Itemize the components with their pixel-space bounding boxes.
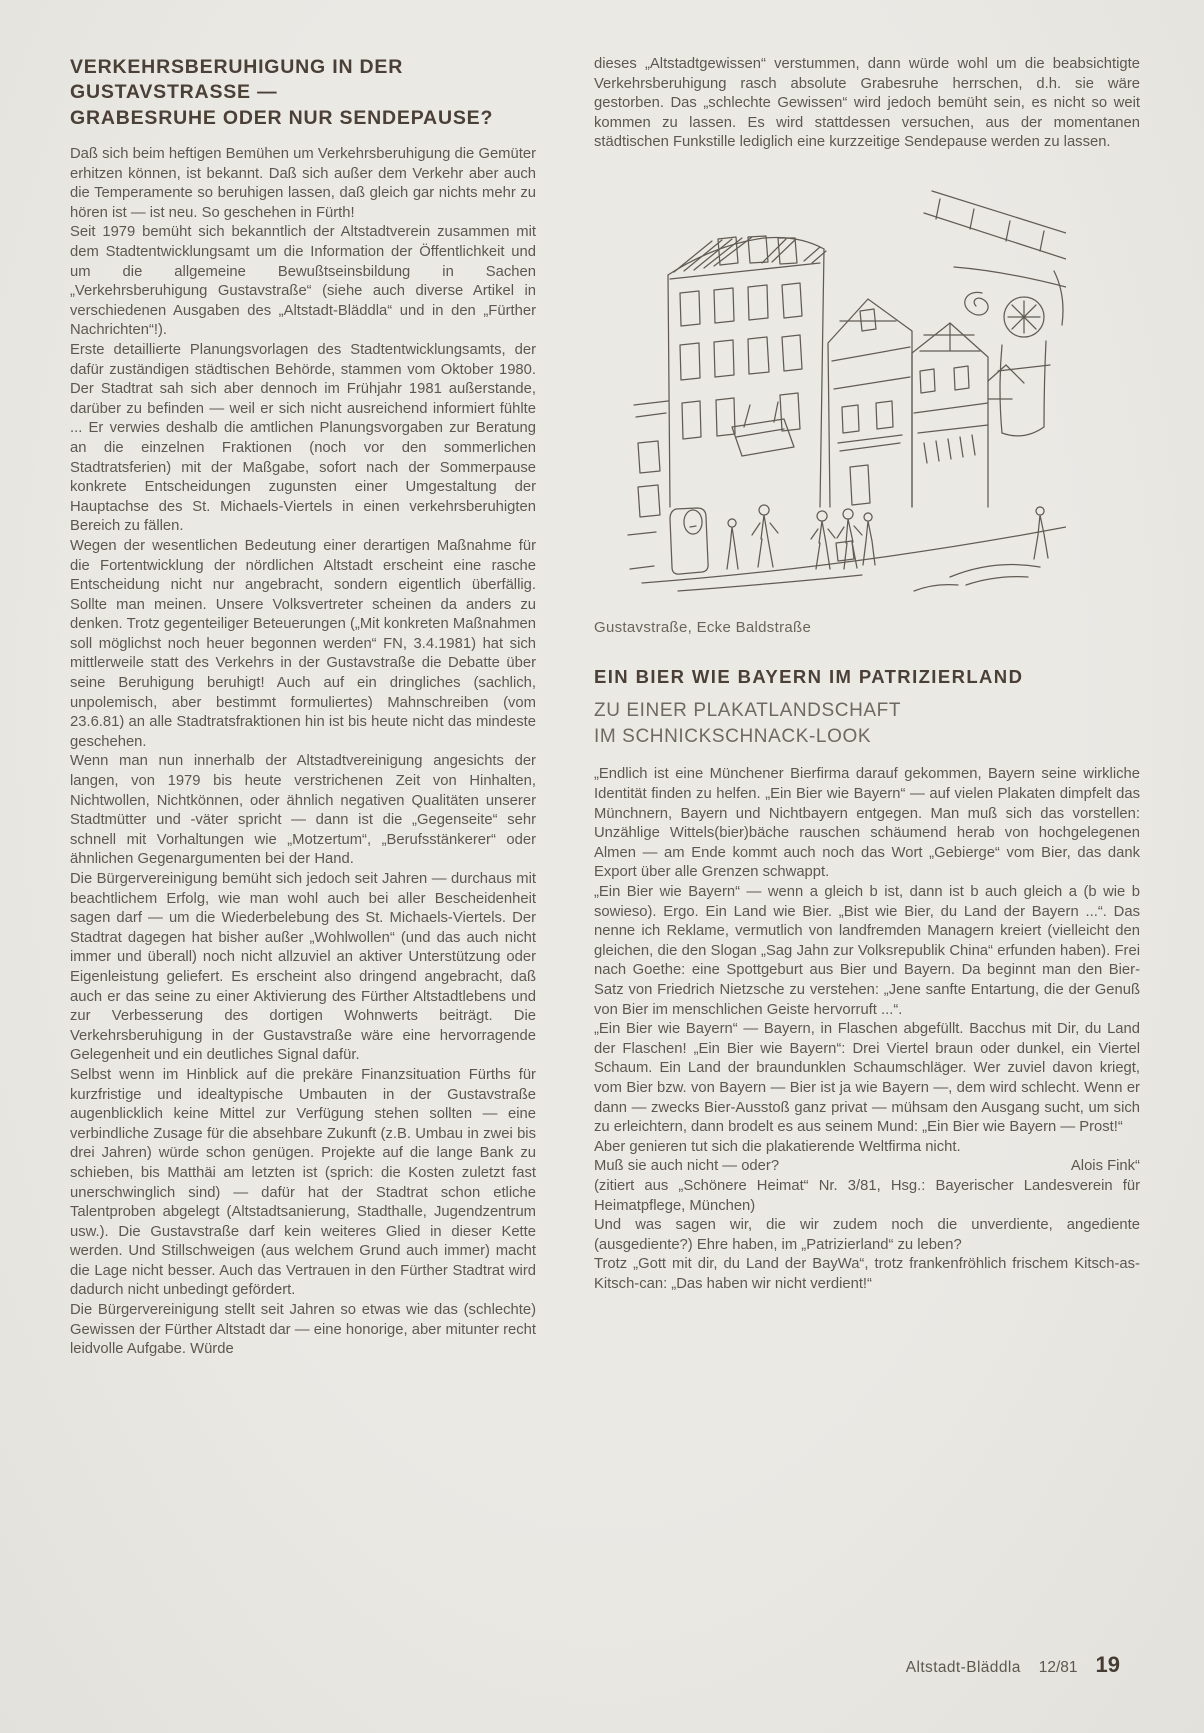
article2-title: EIN BIER WIE BAYERN IM PATRIZIERLAND bbox=[594, 665, 1024, 687]
article1-title-line1: VERKEHRSBERUHIGUNG IN DER bbox=[70, 56, 404, 78]
article2-paragraph: „Endlich ist eine Münchener Bierfirma darauf gekommen, Bayern seine wirkliche Identität finden zu helfen. „Ein Bier wie Bayern“ — auf vielen Plakaten dimpfelt das Münchnern, Bayern und Nichtbayern entgegen. Man muß sich das vorstellen: Unzählige Wittels(bier)bäche rauschen schäumend herab von hochgelegenen Almen — am Ende kommt auch noch das Wort „Gebierge“ vom Bier, das dank Export über alle Grenzen schwappt. bbox=[594, 766, 1140, 881]
article2-subtitle-line1: ZU EINER PLAKATLANDSCHAFT bbox=[594, 700, 902, 722]
article1-title-line3: GRABESRUHE ODER NUR SENDEPAUSE? bbox=[70, 106, 494, 129]
article2-closing-question: Muß sie auch nicht — oder? bbox=[594, 1158, 780, 1175]
footer-journal-name: Altstadt-Bläddla bbox=[905, 1659, 1021, 1676]
left-column bbox=[70, 55, 536, 1360]
article1-title bbox=[70, 55, 536, 131]
article1-paragraph: Selbst wenn im Hinblick auf die prekäre Finanzsituation Fürths für kurzfristige und idealtypische Umbauten in der Gustavstraße augenblicklich keine Mittel zur Verfügung stehen sollten — eine verbindliche Zusage für die absehbare Zukunft (z.B. Umbau in zwei bis drei Jahren) würde schon genügen. Projekte auf die lange Bank zu schieben, bis Matthäi am letzten ist (sprich: die Kosten zuletzt fast unerschwinglich sind) — dafür hat der Stadtrat schon etliche Talentproben abgelegt (Altstadtsanierung, Stadthalle, Jugendzentrum usw.). Die Gustavstraße darf kein weiteres Glied in dieser Kette werden. Und Stillschweigen (aus welchem Grund auch immer) macht die Lage nicht besser. Auch das Vertrauen in den Fürther Stadtrat wird dadurch nicht unbedingt gefördert. bbox=[70, 1066, 536, 1299]
article2-paragraph: „Ein Bier wie Bayern“ — wenn a gleich b ist, dann ist b auch gleich a (b wie b sowieso). Ergo. Ein Land wie Bier. „Bist wie Bier, du Land der Bayern ...“. Das nenne ich Reklame, vermutlich von landfremden Managern kreiert (vielleicht den gleichen, die den Slogan „Sag Jahn zur Volksrepublik China“ erfunden haben). Frei nach Goethe: eine Spottgeburt aus Bier und Bayern. Da beginnt man den Bier-Satz von Friedrich Nietzsche zu verstehen: „Jene sanfte Entartung, die der Genuß von Bier im menschlichen Geiste hervorruft ...“. bbox=[594, 884, 1140, 1018]
right-column bbox=[594, 55, 1140, 1294]
article2-paragraph: Aber genieren tut sich die plakatierende Weltfirma nicht. bbox=[594, 1138, 961, 1155]
article2-subtitle-line2: IM SCHNICKSCHNACK-LOOK bbox=[594, 725, 872, 747]
article1-paragraph: Die Bürgervereinigung stellt seit Jahren so etwas wie das (schlechte) Gewissen der Fürther Altstadt dar — eine honorige, aber mitunter recht leidvolle Aufgabe. Würde bbox=[70, 1302, 536, 1358]
article1-paragraph: Die Bürgervereinigung bemüht sich jedoch seit Jahren — durchaus mit beachtlichem Erfolg, wie man wohl auch bei aller Bescheidenheit sagen darf — um die Wiederbelebung des St. Michaels-Viertels. Der Stadtrat dagegen hat bisher außer „Wohlwollen“ (und das auch nicht immer und überall) noch nicht allzuviel an aktiver Unterstützung oder Eigenleistung geliefert. Es erscheint also dringend angebracht, daß auch er das seine zu einer Aktivierung des Fürther Altstadtlebens und zur Verbesserung des dortigen Wohnwerts beiträgt. Die Verkehrsberuhigung in der Gustavstraße wäre eine hervorragende Gelegenheit und ein deutliches Signal dafür. bbox=[70, 871, 536, 1064]
article2-attribution: Alois Fink“ bbox=[1070, 1158, 1140, 1175]
page-footer bbox=[906, 1652, 1120, 1678]
article2-closing-line bbox=[594, 1157, 1140, 1177]
footer-issue-number: 12/81 bbox=[1038, 1659, 1078, 1676]
article1-paragraph: Daß sich beim heftigen Bemühen um Verkehrsberuhigung die Gemüter erhitzen können, ist bekannt. Daß sich außer dem Verkehr aber auch die Temperamente so beruhigen lassen, daß gleich gar nichts mehr zu hören ist — ist neu. So geschehen in Fürth! bbox=[70, 146, 536, 221]
street-sketch-figure bbox=[594, 175, 1140, 636]
footer-page-number: 19 bbox=[1095, 1652, 1120, 1677]
article2-paragraph: „Ein Bier wie Bayern“ — Bayern, in Flaschen abgefüllt. Bacchus mit Dir, du Land der Flaschen! „Ein Bier wie Bayern“: Drei Viertel braun oder dunkel, ein Viertel Schaum. Ein Land der braundunklen Schaumschläger. Wer zuviel davon kriegt, vom Bier bzw. von Bayern — Bier ist ja wie Bayern —, dem wird schlecht. Wenn er dann — zwecks Bier-Ausstoß ganz privat — mühsam den Ausgang sucht, um sich zu erleichtern, dann brodelt es aus seinem Mund: „Ein Bier wie Bayern — Prost!“ bbox=[594, 1021, 1140, 1136]
article2-paragraph: Trotz „Gott mit dir, du Land der BayWa“, trotz frankenfröhlich frischem Kitsch-as-Kitsch-can: „Das haben wir nicht verdient!“ bbox=[594, 1256, 1140, 1292]
figure-caption: Gustavstraße, Ecke Baldstraße bbox=[594, 618, 812, 636]
article1-paragraph: Wenn man nun innerhalb der Altstadtvereinigung angesichts der langen, von 1979 bis heute verstrichenen Zeit von Hinhalten, Nichtwollen, Nichtkönnen, oder ähnlich negativen Qualitäten unserer Stadtmütter und -väter spricht — dann ist die „Gegenseite“ sehr schnell mit Vorhaltungen wie „Motzertum“, „Berufsstänkerer“ oder ähnlichen Gegenargumenten bei der Hand. bbox=[70, 753, 536, 868]
street-sketch-svg bbox=[614, 175, 1066, 605]
street-sketch-illustration bbox=[614, 175, 1066, 605]
article1-paragraph: Seit 1979 bemüht sich bekanntlich der Altstadtverein zusammen mit dem Stadtentwicklungsamt um die Information der Öffentlichkeit und um die allgemeine Bewußtseinsbildung in Sachen „Verkehrsberuhigung Gustavstraße“ (siehe auch diverse Artikel in verschiedenen Ausgaben des „Altstadt-Bläddla“ und in den „Fürther Nachrichten“!). bbox=[70, 224, 536, 339]
article2-paragraph: Und was sagen wir, die wir zudem noch die unverdiente, angediente (ausgediente?) Ehre haben, im „Patrizierland“ zu leben? bbox=[594, 1217, 1140, 1253]
article2-source-note: (zitiert aus „Schönere Heimat“ Nr. 3/81, Hsg.: Bayerischer Landesverein für Heimatpflege, München) bbox=[594, 1177, 1140, 1214]
article2-subtitle bbox=[594, 698, 1140, 749]
article1-title-line2: GUSTAVSTRASSE — bbox=[70, 81, 278, 104]
article1-continuation-paragraph: dieses „Altstadtgewissen“ verstummen, dann würde wohl um die beabsichtigte Verkehrsberuhigung rasch absolute Grabesruhe herrschen, d.h. sie wäre gestorben. Das „schlechte Gewissen“ wird jedoch bemüht sein, es nicht so weit kommen zu lassen. Es wird stattdessen versuchen, aus der momentanen städtischen Funkstille lediglich eine kurzzeitige Sendepause werden zu lassen. bbox=[594, 56, 1140, 151]
article1-paragraph: Wegen der wesentlichen Bedeutung einer derartigen Maßnahme für die Fortentwicklung der nördlichen Altstadt erscheint eine rasche Entscheidung nicht nur angebracht, sondern eigentlich überfällig. Sollte man meinen. Unsere Volksvertreter scheinen da anders zu denken. Trotz gegenteiliger Beteuerungen („Mit konkreten Maßnahmen soll möglichst noch heuer begonnen werden“ FN, 3.4.1981) hat sich mittlerweile statt des Verkehrs in der Gustavstraße die Debatte über seine Beruhigung beruhigt! Auch auf ein dringliches (sachlich, unpolemisch, aber bestimmt formuliertes) Mahnschreiben (vom 23.6.81) an alle Stadtratsfraktionen hin ist bis heute nicht das mindeste geschehen. bbox=[70, 537, 536, 750]
article1-paragraph: Erste detaillierte Planungsvorlagen des Stadtentwicklungsamts, der dafür zuständigen städtischen Behörde, stammen vom Oktober 1980. Der Stadtrat sah sich aber dennoch im Frühjahr 1981 außerstande, darüber zu befinden — weil er sich nicht ausreichend informiert fühlte ... Er verwies deshalb die amtlichen Planungsvorgaben zur Beratung an die einzelnen Fraktionen (noch vor den sommerlichen Stadtratsferien) mit der Maßgabe, sofort nach der Sommerpause konkrete Entscheidungen zugunsten einer Umgestaltung der Hauptachse des St. Michaels-Viertels in einen verkehrsberuhigten Bereich zu fällen. bbox=[70, 341, 536, 535]
